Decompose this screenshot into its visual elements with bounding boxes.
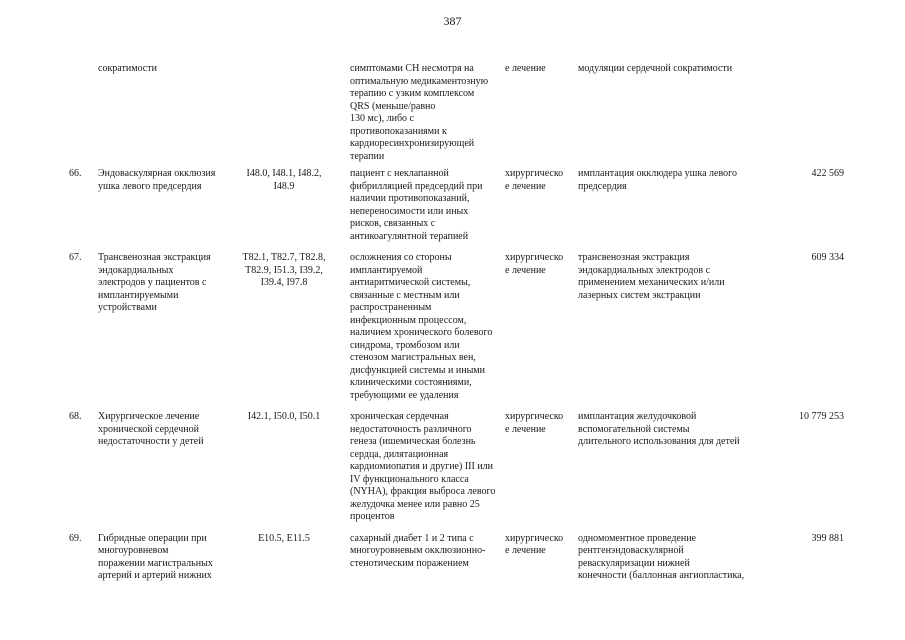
treatment-method: трансвенозная экстракция эндокардиальных электродов с применением механических и/или лазерных систем экстракции — [578, 252, 725, 301]
procedures-table — [64, 63, 844, 592]
treatment-type: хирургическо е лечение — [505, 252, 564, 276]
cost-norm: 399 881 — [811, 532, 844, 544]
treatment-type: хирургическо е лечение — [505, 411, 564, 435]
treatment-method: модуляции сердечной сократимости — [578, 63, 733, 74]
patient-model: сахарный диабет 1 и 2 типа с многоуровневым окклюзионно- стенотическим поражением — [350, 532, 486, 569]
table-row — [64, 411, 844, 533]
procedure-name: Трансвенозная экстракция эндокардиальных электродов у пациентов с имплантируемыми устройствами — [98, 252, 211, 313]
page-number: 387 — [443, 14, 462, 28]
table-row — [64, 63, 844, 168]
icd-codes — [236, 63, 340, 168]
treatment-method: одномоментное проведение рентгенэндоваскулярной реваскуляризации нижней конечности (баллонная ангиопластика, — [578, 532, 745, 581]
patient-model: пациент с неклапанной фибрилляцией предсердий при наличии противопоказаний, непереносимости или иных рисков, связанных с антикоагулянтной терапией — [350, 168, 483, 242]
row-number — [64, 63, 98, 168]
treatment-type: хирургическо е лечение — [505, 532, 564, 556]
row-number: 67. — [69, 252, 82, 263]
icd-codes: I42.1, I50.0, I50.1 — [247, 411, 321, 422]
table-row — [64, 168, 844, 252]
procedure-name: Гибридные операции при многоуровневом поражении магистральных артерий и артерий нижних — [98, 532, 213, 581]
procedure-name: Хирургическое лечение хронической сердечной недостаточности у детей — [98, 411, 204, 447]
icd-codes: I48.0, I48.1, I48.2, I48.9 — [246, 168, 322, 192]
icd-codes: T82.1, T82.7, T82.8, T82.9, I51.3, I39.2, I39.4, I97.8 — [242, 252, 326, 288]
cost-norm: 609 334 — [811, 252, 844, 263]
patient-model: симптомами СН несмотря на оптимальную медикаментозную терапию с узким комплексом QRS (меньше/равно 130 мс), либо с противопоказаниями к кардиоресинхронизирующей терапии — [350, 63, 489, 162]
cost-norm: 422 569 — [811, 168, 844, 179]
table-row — [64, 533, 844, 592]
procedure-name: Эндоваскулярная окклюзия ушка левого предсердия — [98, 168, 216, 192]
row-number: 69. — [69, 532, 82, 544]
treatment-method: имплантация окклюдера ушка левого предсердия — [578, 168, 737, 192]
row-number: 68. — [69, 411, 82, 422]
treatment-method: имплантация желудочковой вспомогательной системы длительного использования для детей — [578, 411, 740, 447]
cost-norm — [774, 63, 844, 168]
treatment-type: е лечение — [505, 63, 546, 74]
treatment-type: хирургическо е лечение — [505, 168, 564, 192]
procedure-name: сократимости — [98, 63, 157, 74]
row-number: 66. — [69, 168, 82, 179]
patient-model: хроническая сердечная недостаточность различного генеза (ишемическая болезнь сердца, дилятационная кардиомиопатия и другие) III или IV функционального класса (NYHA), фракция выброса левого желудочка менее или равно 25 процентов — [350, 411, 496, 522]
patient-model: осложнения со стороны имплантируемой антиаритмической системы, связанные с местным или распространенным инфекционным процессом, наличием хронического болевого синдрома, тромбозом или стенозом магистральных вен, дисфункцией системы и иными клиническими состояниями, требующими ее удаления — [350, 252, 493, 401]
table-row — [64, 252, 844, 411]
cost-norm: 10 779 253 — [799, 411, 844, 422]
icd-codes: E10.5, E11.5 — [258, 532, 310, 544]
